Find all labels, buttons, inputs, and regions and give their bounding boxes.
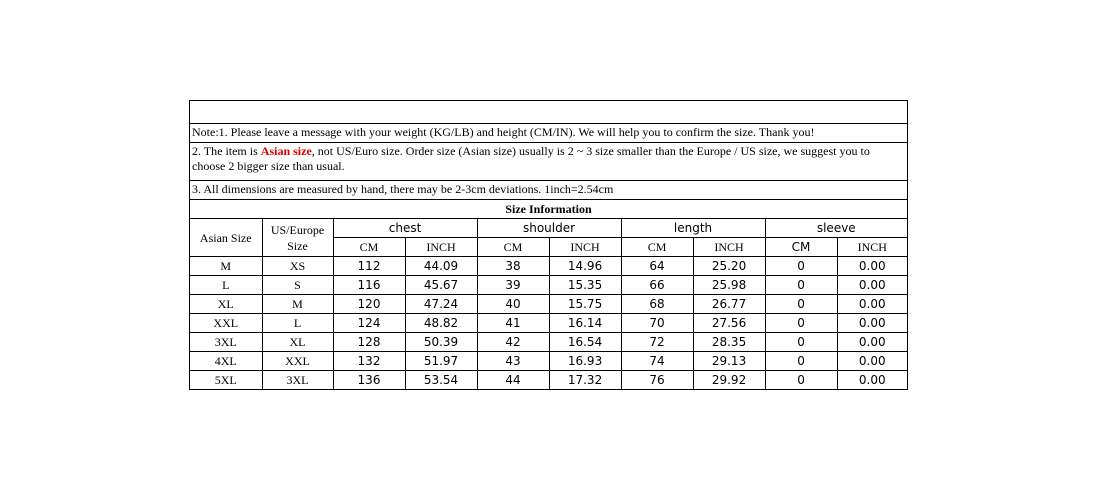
- cell-us: S: [262, 276, 333, 295]
- unit-cm: CM: [765, 238, 837, 257]
- blank-row: [190, 101, 907, 123]
- cell-sleeve-cm: 0: [765, 276, 837, 295]
- cell-shoulder-in: 17.32: [549, 371, 621, 390]
- cell-shoulder-in: 14.96: [549, 257, 621, 276]
- cell-length-cm: 74: [621, 352, 693, 371]
- cell-us: L: [262, 314, 333, 333]
- cell-sleeve-cm: 0: [765, 333, 837, 352]
- cell-asian: 4XL: [190, 352, 262, 371]
- table-row: [190, 371, 907, 390]
- cell-shoulder-cm: 44: [477, 371, 549, 390]
- cell-chest-in: 53.54: [405, 371, 477, 390]
- cell-shoulder-in: 16.93: [549, 352, 621, 371]
- unit-inch: INCH: [405, 238, 477, 257]
- unit-cm: CM: [477, 238, 549, 257]
- note-line-2: [190, 142, 907, 180]
- header-shoulder: shoulder: [477, 219, 621, 238]
- cell-sleeve-cm: 0: [765, 295, 837, 314]
- note-line-1: Note:1. Please leave a message with your weight (KG/LB) and height (CM/IN). We will help you to confirm the size. Thank you!: [190, 123, 907, 142]
- cell-chest-in: 51.97: [405, 352, 477, 371]
- cell-chest-in: 45.67: [405, 276, 477, 295]
- unit-cm: CM: [333, 238, 405, 257]
- asian-size-highlight: Asian size: [260, 144, 312, 158]
- cell-length-in: 29.92: [693, 371, 765, 390]
- unit-inch: INCH: [693, 238, 765, 257]
- cell-length-in: 26.77: [693, 295, 765, 314]
- cell-us: M: [262, 295, 333, 314]
- cell-length-in: 27.56: [693, 314, 765, 333]
- cell-sleeve-cm: 0: [765, 371, 837, 390]
- note-line-3: 3. All dimensions are measured by hand, there may be 2-3cm deviations. 1inch=2.54cm: [190, 180, 907, 199]
- cell-shoulder-cm: 38: [477, 257, 549, 276]
- cell-us: XL: [262, 333, 333, 352]
- cell-length-cm: 66: [621, 276, 693, 295]
- header-us-europe-size: [262, 219, 333, 257]
- cell-length-in: 28.35: [693, 333, 765, 352]
- cell-shoulder-cm: 40: [477, 295, 549, 314]
- cell-asian: M: [190, 257, 262, 276]
- cell-sleeve-in: 0.00: [837, 352, 907, 371]
- header-length: length: [621, 219, 765, 238]
- cell-length-in: 25.20: [693, 257, 765, 276]
- cell-sleeve-cm: 0: [765, 257, 837, 276]
- unit-cm: CM: [621, 238, 693, 257]
- cell-shoulder-cm: 41: [477, 314, 549, 333]
- cell-sleeve-cm: 0: [765, 314, 837, 333]
- cell-length-in: 29.13: [693, 352, 765, 371]
- cell-chest-in: 44.09: [405, 257, 477, 276]
- cell-chest-in: 47.24: [405, 295, 477, 314]
- cell-length-in: 25.98: [693, 276, 765, 295]
- cell-shoulder-cm: 39: [477, 276, 549, 295]
- cell-asian: XXL: [190, 314, 262, 333]
- header-us-line1: US/Europe: [270, 222, 325, 237]
- cell-us: 3XL: [262, 371, 333, 390]
- table-title: Size Information: [190, 199, 907, 218]
- cell-chest-cm: 128: [333, 333, 405, 352]
- cell-chest-in: 50.39: [405, 333, 477, 352]
- table-row: [190, 295, 907, 314]
- cell-chest-cm: 120: [333, 295, 405, 314]
- cell-length-cm: 70: [621, 314, 693, 333]
- table-row: [190, 257, 907, 276]
- cell-chest-cm: 112: [333, 257, 405, 276]
- cell-asian: 3XL: [190, 333, 262, 352]
- table-row: [190, 333, 907, 352]
- cell-shoulder-in: 15.75: [549, 295, 621, 314]
- cell-length-cm: 68: [621, 295, 693, 314]
- cell-sleeve-in: 0.00: [837, 276, 907, 295]
- table-row: [190, 352, 907, 371]
- note-line-2-prefix: 2. The item is: [192, 144, 261, 158]
- cell-shoulder-cm: 42: [477, 333, 549, 352]
- cell-shoulder-in: 16.14: [549, 314, 621, 333]
- cell-sleeve-cm: 0: [765, 352, 837, 371]
- cell-sleeve-in: 0.00: [837, 333, 907, 352]
- size-table: [190, 218, 907, 390]
- cell-length-cm: 76: [621, 371, 693, 390]
- cell-asian: XL: [190, 295, 262, 314]
- cell-length-cm: 72: [621, 333, 693, 352]
- cell-shoulder-in: 16.54: [549, 333, 621, 352]
- size-chart-sheet: [189, 100, 908, 390]
- header-sleeve: sleeve: [765, 219, 907, 238]
- cell-asian: 5XL: [190, 371, 262, 390]
- cell-chest-cm: 132: [333, 352, 405, 371]
- header-asian-size: Asian Size: [190, 219, 262, 257]
- cell-us: XXL: [262, 352, 333, 371]
- cell-sleeve-in: 0.00: [837, 295, 907, 314]
- cell-sleeve-in: 0.00: [837, 314, 907, 333]
- header-us-line2: Size: [287, 238, 308, 253]
- cell-sleeve-in: 0.00: [837, 257, 907, 276]
- cell-us: XS: [262, 257, 333, 276]
- cell-shoulder-cm: 43: [477, 352, 549, 371]
- note-line-2-suffix: , not US/Euro size. Order size (Asian size) usually is 2 ~ 3 size smaller than the Europe / US size, we suggest you to choose 2 bigger size than usual.: [192, 144, 870, 173]
- header-chest: chest: [333, 219, 477, 238]
- unit-inch: INCH: [549, 238, 621, 257]
- cell-chest-in: 48.82: [405, 314, 477, 333]
- cell-sleeve-in: 0.00: [837, 371, 907, 390]
- cell-shoulder-in: 15.35: [549, 276, 621, 295]
- cell-length-cm: 64: [621, 257, 693, 276]
- table-row: [190, 314, 907, 333]
- cell-chest-cm: 136: [333, 371, 405, 390]
- cell-chest-cm: 124: [333, 314, 405, 333]
- cell-chest-cm: 116: [333, 276, 405, 295]
- cell-asian: L: [190, 276, 262, 295]
- unit-inch: INCH: [837, 238, 907, 257]
- table-row: [190, 276, 907, 295]
